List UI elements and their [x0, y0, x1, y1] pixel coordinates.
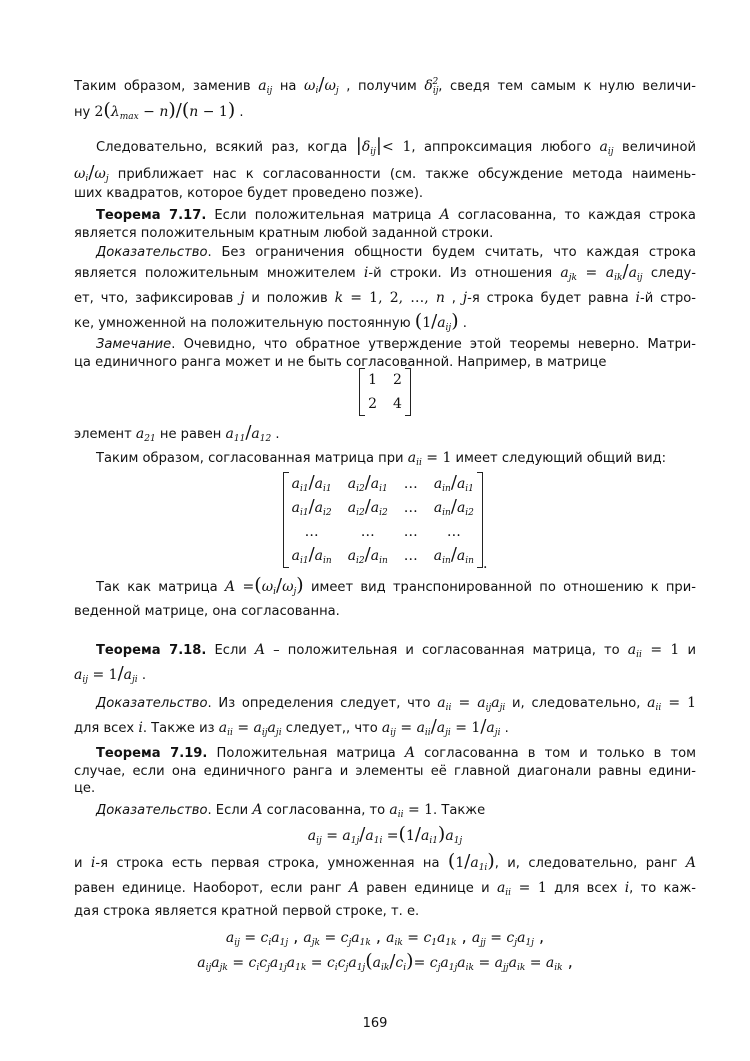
- theorem-7-19-title: Теорема 7.19.: [96, 746, 208, 761]
- paragraph-2-line-1: Следовательно, всякий раз, когда $|\delta_{ij}|< 1$, аппроксимация любого $a_{ij}$ величиной: [96, 135, 697, 157]
- proof-1-line-1: Доказательство. Без ограничения общности будем считать, что каждая строка: [96, 245, 696, 260]
- theorem-7-19-line-2: случае, если она единичного ранга и элементы её главной диагонали равны едини-: [74, 764, 696, 779]
- element-line: элемент $a_{21}$ не равен $a_{11}/a_{12}$ .: [74, 422, 280, 444]
- proof-2-line-2: для всех i. Также из $a_{ii} = a_{ij}a_{ji}$ следует,, что $a_{ij} = a_{ii}/a_{ji} = 1/a_{ji}$ .: [74, 716, 509, 738]
- theorem-7-17-line-2: является положительным кратным любой заданной строки.: [74, 226, 494, 241]
- proof-3-line-1: Доказательство. Если A согласованна, то $a_{ii} = 1$. Также: [96, 802, 486, 820]
- general-form-intro: Таким образом, согласованная матрица при $a_{ii} = 1$ имеет следующий общий вид:: [96, 450, 667, 468]
- proof-1-line-2: является положительным множителем i-й строки. Из отношения $a_{jk} = a_{ik}/a_{ij}$ следу-: [74, 261, 697, 283]
- paragraph-2-line-2: $\omega_i/\omega_j$ приближает нас к согласованности (см. также обсуждение метода наимень-: [74, 162, 696, 184]
- matrix-cell: 2: [368, 396, 377, 412]
- proof-2-line-1: Доказательство. Из определения следует, что $a_{ii} = a_{ij}a_{ji}$ и, следовательно, $a_{ii} = 1$: [96, 695, 697, 713]
- matrix-cell: 2: [393, 372, 402, 388]
- general-matrix: $a_{i1}/a_{i1}$ $a_{i2}/a_{i1}$ … $a_{in}/a_{i1}$ $a_{i1}/a_{i2}$ $a_{i2}/a_{i2}$ … $a_{in}/a_{i2}$ … … … … $a_{i1}/a_{in}$ $a_{i2}/a_{in}$ … $a_{in}/a_{in}$ .: [74, 472, 696, 572]
- remark-line-1: Замечание. Очевидно, что обратное утверждение этой теоремы неверно. Матри-: [96, 337, 696, 352]
- formula-aij: $a_{ij} = a_{1j}/a_{1i} =(1/a_{i1})a_{1j}$: [307, 823, 463, 846]
- formula-rank-2: $a_{ij}a_{jk} = c_ic_ja_{1j}a_{1k} = c_ic_ja_{1j}(a_{ik}/c_i)= c_ja_{1j}a_{ik} = a_{jj}a_{ik} = a_{ik}$ ,: [197, 950, 573, 973]
- transposed-line-1: Так как матрица $A =(\omega_i/\omega_j)$ имеет вид транспонированной по отношению к при-: [96, 574, 696, 597]
- example-matrix: [74, 368, 696, 420]
- theorem-7-19-line-1: Теорема 7.19. Положительная матрица A согласованна в том и только в том: [96, 745, 696, 761]
- theorem-7-19-line-3: це.: [74, 781, 96, 796]
- formula-rank-1: $a_{ij} = c_ia_{1j}$ , $a_{jk} = c_ja_{1k}$ , $a_{ik} = c_1a_{1k}$ , $a_{jj} = c_ja_{1j}$ ,: [225, 927, 545, 948]
- theorem-7-17-title: Теорема 7.17.: [96, 208, 207, 223]
- theorem-7-17-line-1: Теорема 7.17. Если положительная матрица A согласованна, то каждая строка: [96, 207, 696, 223]
- theorem-7-18-line-2: $a_{ij} = 1/a_{ji}$ .: [74, 663, 147, 685]
- proof-3-line-4: дая строка является кратной первой строке, т. е.: [74, 904, 420, 919]
- transposed-line-2: веденной матрице, она согласованна.: [74, 604, 340, 619]
- paragraph-2-line-3: ших квадратов, которое будет проведено позже).: [74, 186, 424, 201]
- remark-line-2: ца единичного ранга может и не быть согласованной. Например, в матрице: [74, 355, 607, 370]
- page-number: 169: [362, 1016, 388, 1031]
- proof-3-line-3: равен единице. Наоборот, если ранг A равен единице и $a_{ii} = 1$ для всех i, то каж-: [74, 880, 696, 898]
- paragraph-1-line-2: ну $2(\lambda_{max} - n)/(n - 1)$ .: [74, 99, 244, 122]
- theorem-7-18-line-1: Теорема 7.18. Если A – положительная и согласованная матрица, то $a_{ii} = 1$ и: [96, 642, 696, 660]
- proof-3-line-2: и i-я строка есть первая строка, умноженная на $(1/a_{1i})$, и, следовательно, ранг A: [74, 850, 696, 873]
- proof-1-line-3: ет, что, зафиксировав j и положив k = 1, 2, …, n , j-я строка будет равна i-й стро-: [74, 290, 697, 306]
- matrix-cell: 1: [368, 372, 377, 388]
- proof-1-line-4: ке, умноженной на положительную постоянную $(1/a_{ij})$ .: [74, 310, 467, 333]
- paragraph-1-line-1: Таким образом, заменив $a_{ij}$ на $\omega_i/\omega_j$ , получим $\delta_{ij}^2$, сведя тем самым к нулю величи-: [74, 74, 696, 96]
- theorem-7-18-title: Теорема 7.18.: [96, 643, 207, 658]
- matrix-cell: 4: [393, 396, 402, 412]
